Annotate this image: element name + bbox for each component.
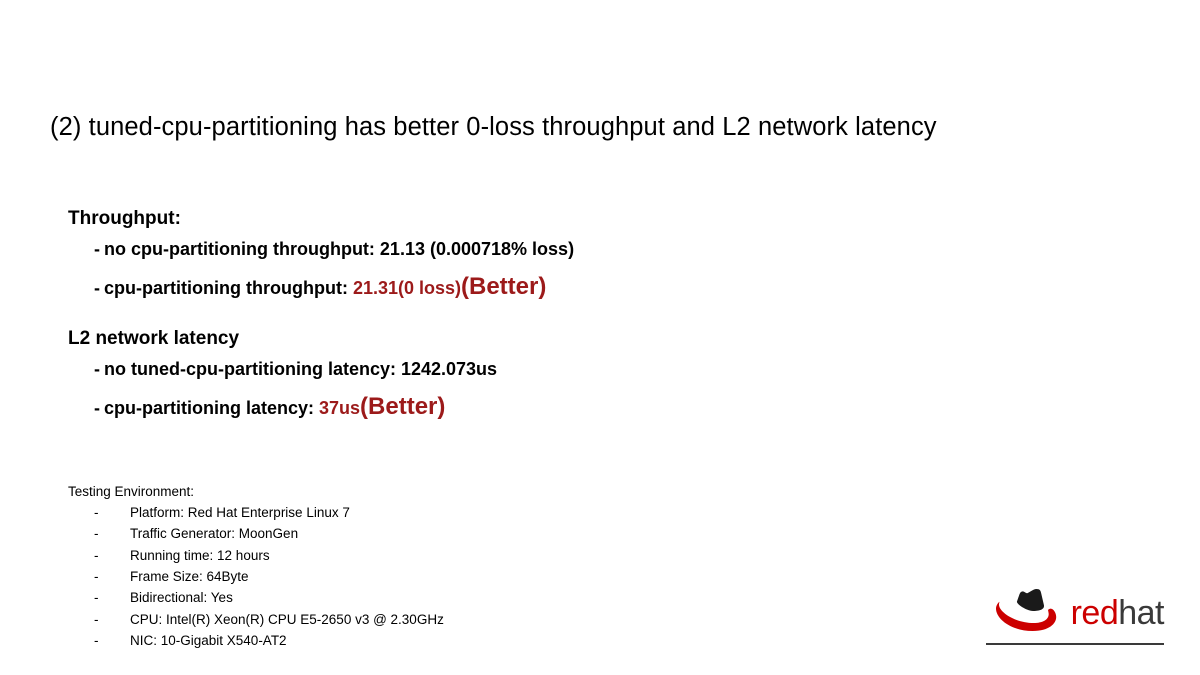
list-item	[68, 609, 768, 630]
list-item	[68, 388, 1118, 425]
bullet-dash: -	[94, 505, 99, 520]
environment-item-label: Platform: Red Hat Enterprise Linux 7	[130, 505, 350, 520]
latency-heading: L2 network latency	[68, 328, 240, 349]
environment-item-label: Frame Size: 64Byte	[130, 568, 249, 584]
bullet-dash: -	[94, 397, 100, 418]
environment-item-label: Traffic Generator: MoonGen	[130, 526, 299, 542]
list-item	[68, 268, 1118, 305]
environment-item-label: NIC: 10-Gigabit X540-AT2	[130, 632, 287, 648]
bullet-text: no tuned-cpu-partitioning latency: 1242.073us	[104, 359, 498, 379]
throughput-section	[68, 208, 1118, 309]
environment-item-label: Running time: 12 hours	[130, 547, 270, 563]
bullet-dash: -	[94, 632, 99, 648]
logo-word-red: red	[1070, 593, 1119, 632]
bullet-dash: -	[94, 568, 99, 584]
list-item	[68, 545, 768, 566]
list-item	[68, 566, 768, 587]
bullet-label	[104, 268, 1118, 305]
list-item	[68, 236, 1118, 264]
bullet-dash: -	[94, 526, 99, 542]
highlight-value: 21.31(0 loss)	[352, 277, 461, 298]
bullet-dash: -	[94, 359, 100, 379]
list-item	[68, 587, 768, 608]
environment-item-label: CPU: Intel(R) Xeon(R) CPU E5-2650 v3 @ 2.30GHz	[130, 611, 444, 627]
logo-word-hat: hat	[1118, 593, 1164, 632]
list-item	[68, 630, 768, 651]
logo-underline	[986, 643, 1164, 645]
environment-title: Testing Environment:	[68, 484, 195, 499]
latency-section	[68, 328, 1118, 429]
throughput-heading: Throughput:	[68, 208, 181, 229]
redhat-logo	[995, 589, 1164, 637]
list-item	[68, 356, 1118, 384]
highlight-value: 37us	[319, 397, 361, 418]
bullet-label	[104, 388, 1118, 425]
redhat-shadowman-icon	[995, 589, 1061, 637]
better-marker: (Better)	[461, 272, 547, 300]
bullet-label	[104, 236, 1118, 264]
bullet-text: cpu-partitioning throughput:	[104, 277, 353, 298]
redhat-wordmark	[1071, 594, 1164, 633]
bullet-text: no cpu-partitioning throughput: 21.13 (0.000718% loss)	[104, 239, 575, 259]
better-marker: (Better)	[360, 392, 446, 420]
bullet-label	[104, 356, 1118, 384]
testing-environment	[68, 484, 768, 651]
bullet-dash: -	[94, 239, 100, 259]
page-title: (2) tuned-cpu-partitioning has better 0-loss throughput and L2 network latency	[50, 113, 937, 141]
bullet-dash: -	[94, 590, 99, 606]
bullet-dash: -	[94, 547, 99, 563]
bullet-dash: -	[94, 611, 99, 627]
list-item	[68, 523, 768, 544]
bullet-text: cpu-partitioning latency:	[104, 397, 320, 418]
bullet-dash: -	[94, 277, 100, 298]
list-item	[68, 502, 768, 523]
environment-item-label: Bidirectional: Yes	[130, 590, 233, 606]
